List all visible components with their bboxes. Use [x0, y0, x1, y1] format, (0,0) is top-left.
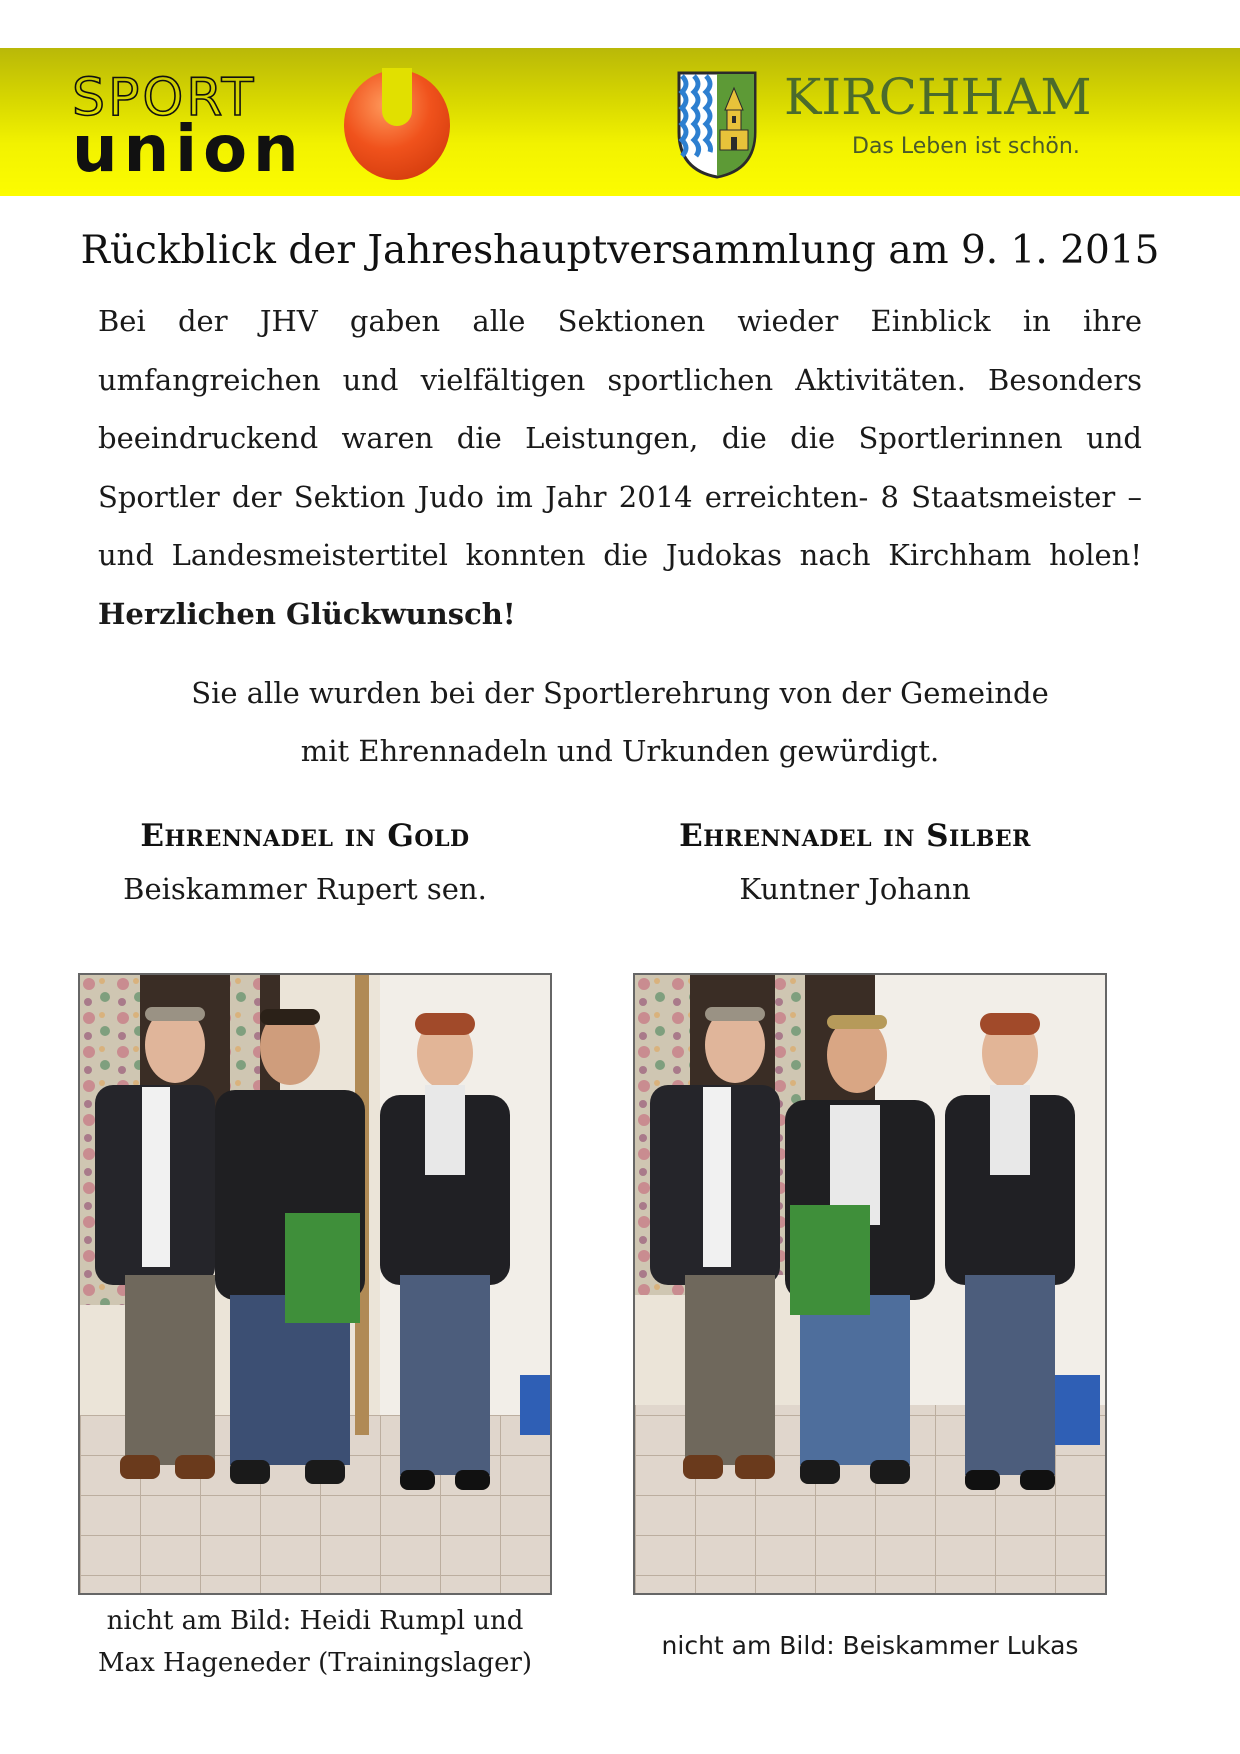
award-gold-caption-line-2: Max Hageneder (Trainingslager)	[97, 1648, 533, 1678]
kirchham-logo-name: KIRCHHAM	[784, 68, 1092, 126]
award-gold-photo	[78, 973, 552, 1595]
award-silver-title: Ehrennadel in Silber	[679, 818, 1031, 854]
award-gold-title: Ehrennadel in Gold	[140, 818, 470, 854]
intro-emphasis: Herzlichen Glückwunsch!	[98, 596, 516, 631]
page-title: Rückblick der Jahreshauptversammlung am 9. 1. 2015	[80, 228, 1160, 273]
award-gold-caption-line-1: nicht am Bild: Heidi Rumpl und	[106, 1606, 524, 1636]
kirchham-logo-slogan: Das Leben ist schön.	[852, 134, 1080, 159]
header-band	[0, 48, 1240, 196]
honor-line-1: Sie alle wurden bei der Sportlerehrung von der Gemeinde	[191, 676, 1049, 710]
sport-union-logo-line2: union	[72, 113, 305, 187]
sport-union-logo	[72, 68, 472, 187]
award-gold-recipient: Beiskammer Rupert sen.	[123, 872, 487, 906]
honor-text	[0, 664, 1240, 780]
honor-line-2: mit Ehrennadeln und Urkunden gewürdigt.	[300, 734, 940, 768]
award-gold-photo-image	[80, 975, 550, 1593]
kirchham-logo	[676, 70, 1116, 182]
intro-text: Bei der JHV gaben alle Sektionen wieder Einblick in ihre umfangreichen und vielfältigen sportlichen Aktivitäten. Besonders beeindruckend waren die Leistungen, die die Sportlerinnen und Sportler der Sektion Judo im Jahr 2014 erreichten- 8 Staatsmeister – und Landesmeistertitel konnten die Judokas nach Kirchham holen!	[98, 304, 1142, 572]
award-gold-caption	[60, 1600, 570, 1684]
award-silver-caption: nicht am Bild: Beiskammer Lukas	[661, 1631, 1079, 1660]
intro-paragraph	[98, 292, 1142, 643]
award-silver-recipient: Kuntner Johann	[739, 872, 971, 906]
kirchham-crest-icon	[676, 70, 758, 180]
union-u-icon	[344, 70, 450, 180]
award-silver-photo-image	[635, 975, 1105, 1593]
sport-union-logo-line1: SPORT	[72, 68, 257, 128]
award-silver-photo	[633, 973, 1107, 1595]
